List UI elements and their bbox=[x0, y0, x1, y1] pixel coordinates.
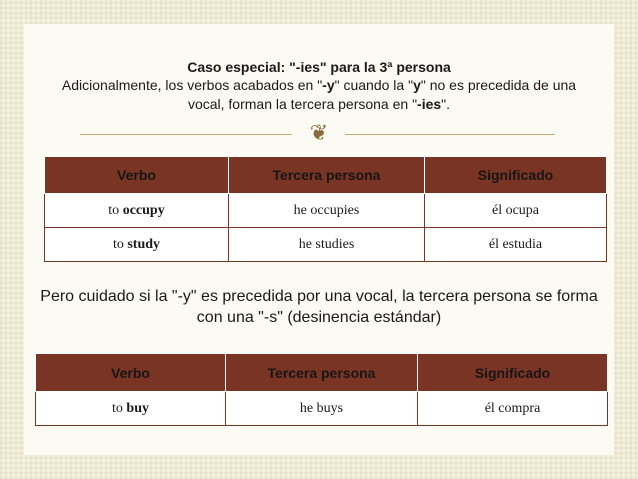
ies-ending-emphasis: -ies bbox=[417, 96, 442, 112]
table-row bbox=[45, 228, 607, 262]
intro-text-4: ". bbox=[441, 96, 451, 112]
y-letter-emphasis: y bbox=[413, 77, 421, 93]
meaning-cell: él estudia bbox=[425, 228, 607, 262]
verb-word: study bbox=[127, 236, 161, 252]
table-row bbox=[45, 194, 607, 228]
verb-prefix: to bbox=[108, 202, 123, 218]
verb-word: occupy bbox=[122, 202, 165, 218]
intro-text-2: " cuando la " bbox=[334, 77, 414, 93]
third-person-cell: he studies bbox=[229, 228, 425, 262]
verb-cell bbox=[45, 194, 229, 228]
verb-prefix: to bbox=[112, 400, 127, 416]
verb-word: buy bbox=[126, 400, 149, 416]
header-verbo: Verbo bbox=[36, 354, 226, 392]
verb-cell bbox=[36, 392, 226, 426]
slide-title: Caso especial: "-ies" para la 3ª persona bbox=[187, 59, 451, 75]
y-ending-emphasis: -y bbox=[322, 77, 335, 93]
meaning-cell: él ocupa bbox=[425, 194, 607, 228]
conjugation-table-s bbox=[35, 353, 608, 426]
verb-prefix: to bbox=[112, 236, 128, 252]
intro-paragraph bbox=[60, 76, 578, 114]
table-header-row bbox=[45, 157, 607, 194]
divider-left bbox=[80, 134, 292, 135]
header-tercera-persona: Tercera persona bbox=[229, 157, 425, 194]
header-tercera-persona: Tercera persona bbox=[226, 354, 418, 392]
table-row bbox=[36, 392, 608, 426]
header-significado: Significado bbox=[418, 354, 608, 392]
third-person-cell: he buys bbox=[226, 392, 418, 426]
divider-right bbox=[345, 134, 555, 135]
table-header-row bbox=[36, 354, 608, 392]
verb-cell bbox=[45, 228, 229, 262]
intro-text-1: Adicionalmente, los verbos acabados en " bbox=[61, 77, 323, 93]
third-person-cell: he occupies bbox=[229, 194, 425, 228]
header-verbo: Verbo bbox=[45, 157, 229, 194]
vowel-note: Pero cuidado si la "-y" es precedida por una vocal, la tercera persona se forma con una "-s" (desinencia estándar) bbox=[40, 288, 598, 326]
intro-text-3: " no es precedida de una vocal, forman la tercera persona en " bbox=[187, 77, 577, 112]
decorative-flourish-icon: ❦ bbox=[309, 121, 329, 146]
header-significado: Significado bbox=[425, 157, 607, 194]
conjugation-table-ies bbox=[44, 156, 607, 262]
meaning-cell: él compra bbox=[418, 392, 608, 426]
